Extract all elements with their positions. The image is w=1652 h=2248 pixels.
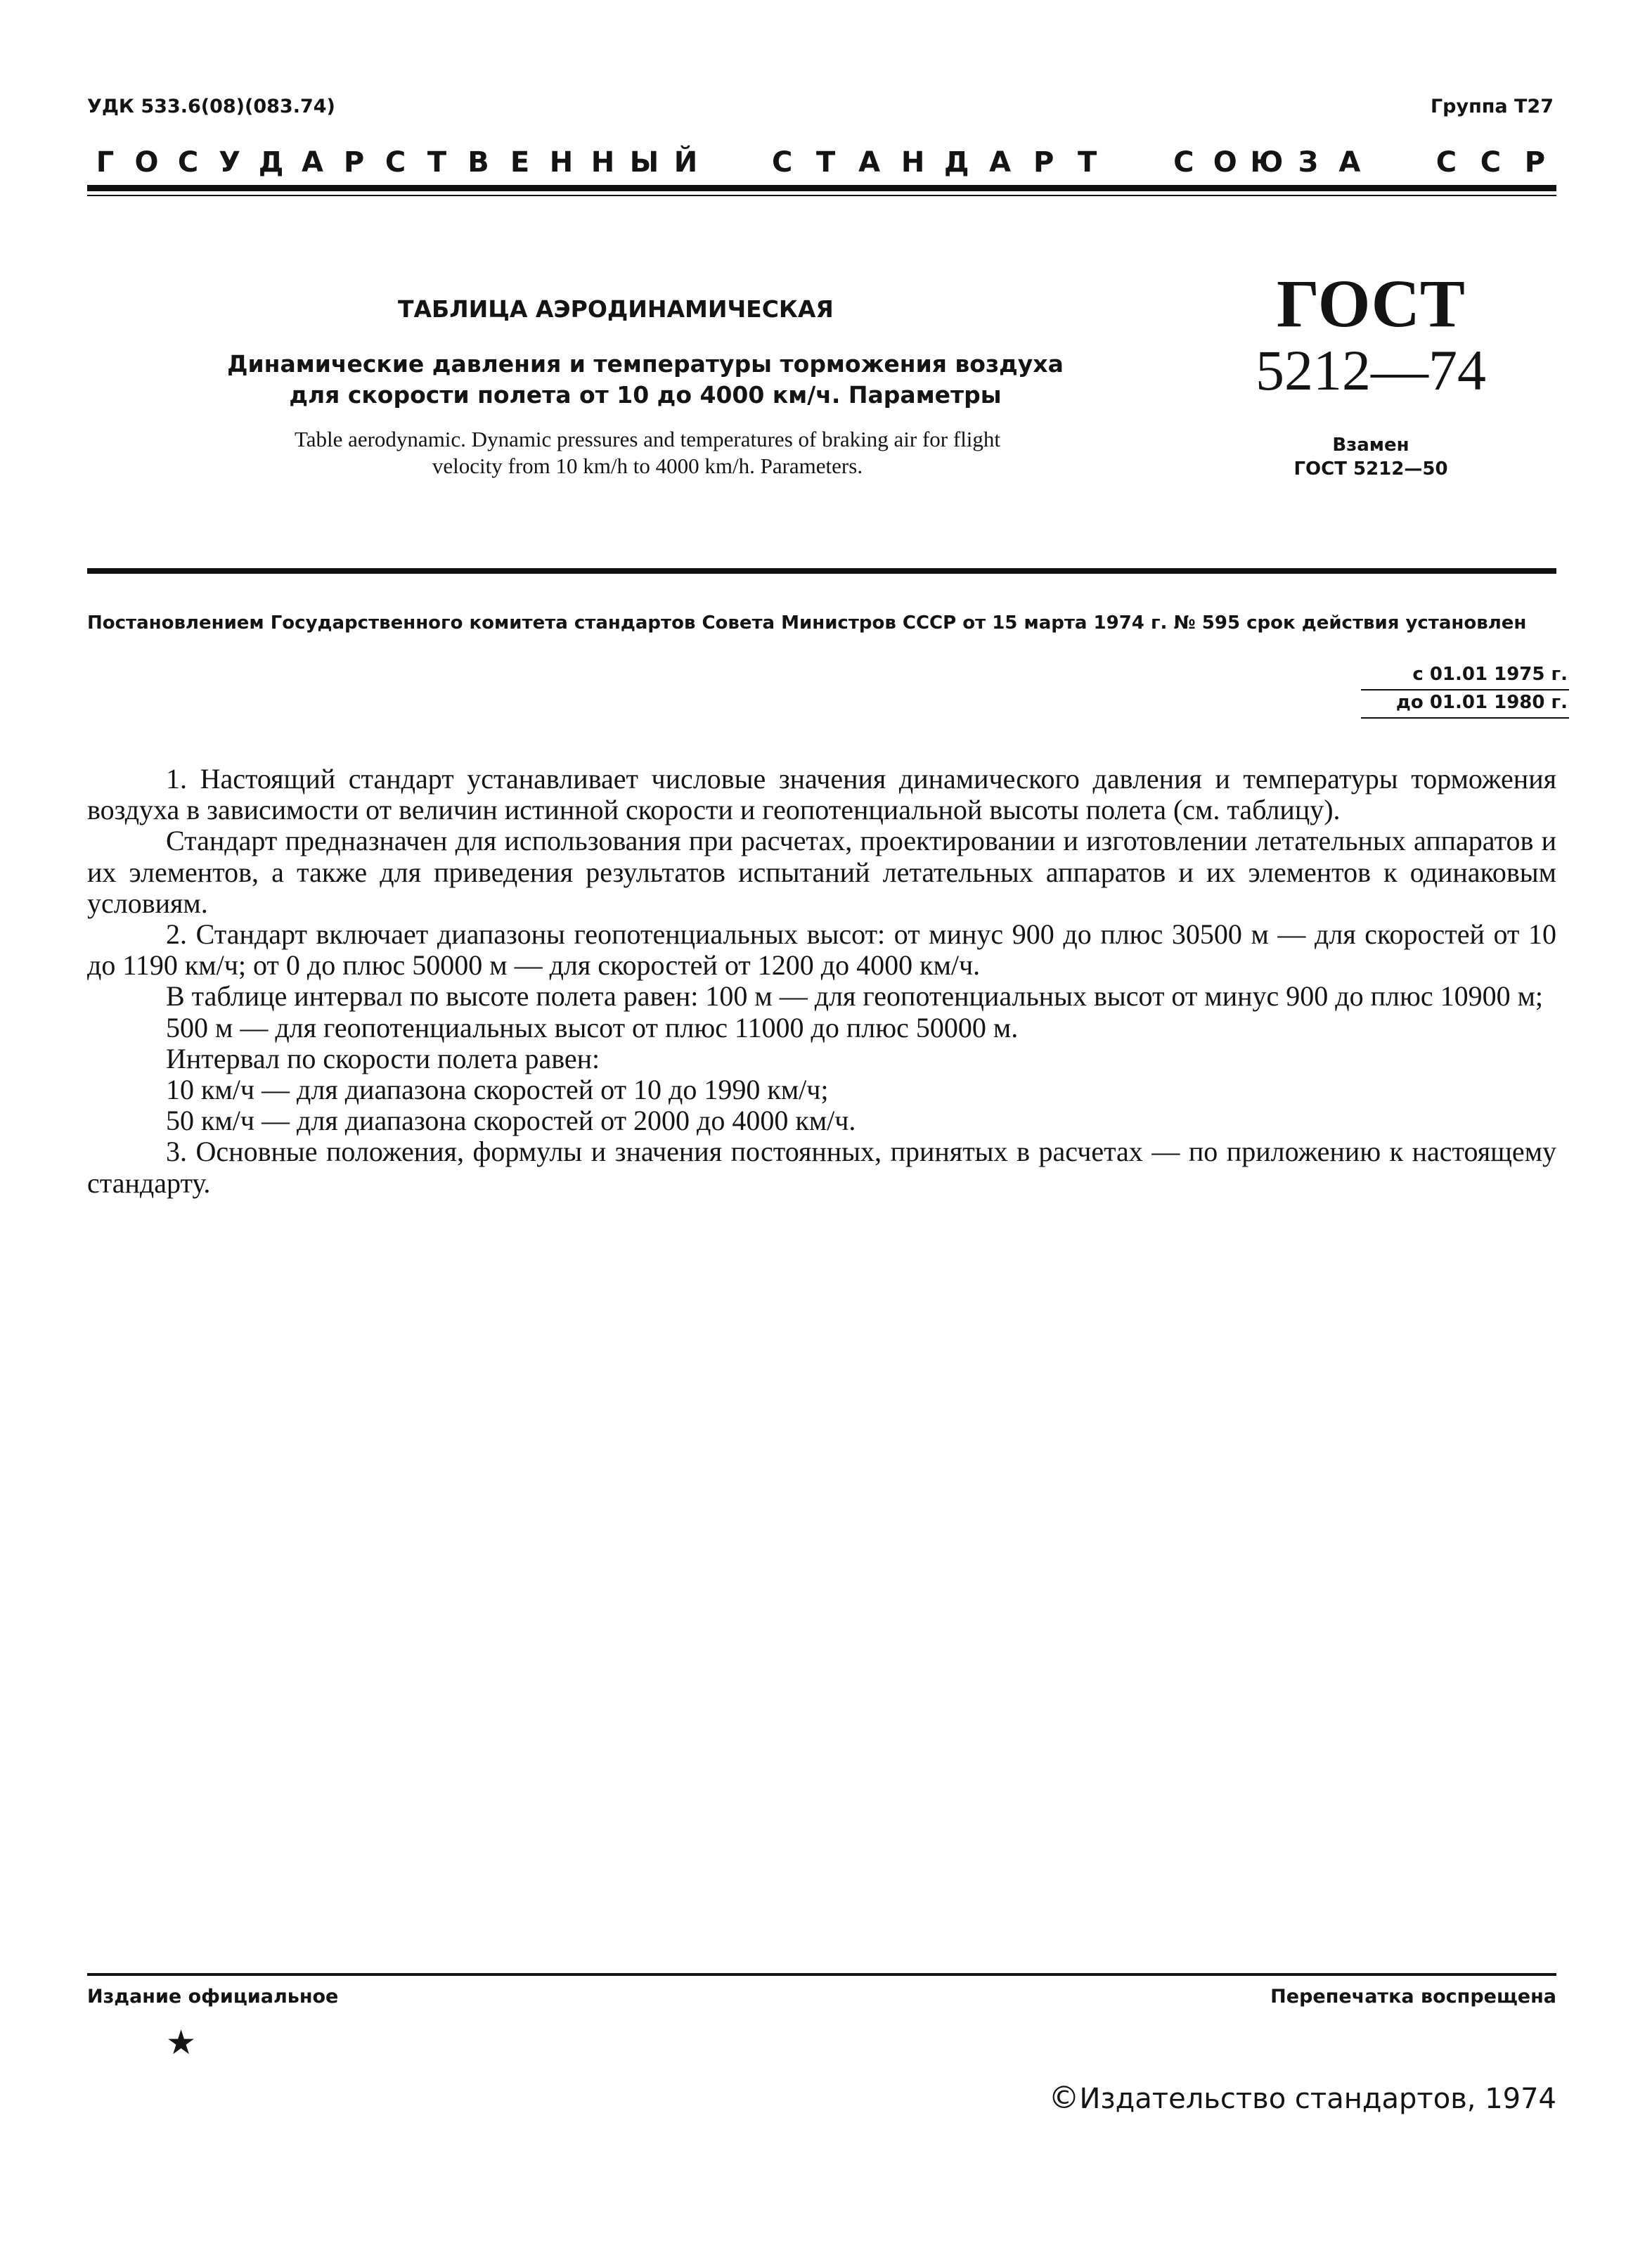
english-title-line-1: Table aerodynamic. Dynamic pressures and temperatures of braking air for flight [294,427,1001,451]
footer-rule [87,1973,1556,1976]
replaces-label: Взамен [1332,435,1409,456]
english-title-line-2: velocity from 10 km/h to 4000 km/h. Parameters. [432,454,863,478]
document-body [87,764,1556,1199]
copyright-icon: © [1048,2080,1080,2116]
document-subtitle [188,349,1102,411]
official-edition: Издание официальное [87,1986,339,2008]
document-title: ТАБЛИЦА АЭРОДИНАМИЧЕСКАЯ [398,295,834,323]
decree-statement: Постановлением Государственного комитета стандартов Совета Министров СССР от 15 марта 1974 г. № 595 срок действия установлен [87,612,1527,634]
banner-letter: Г [96,146,115,179]
banner-letter: Й [673,146,698,179]
banner-letter: Т [427,146,447,179]
banner-word-standard [761,145,1109,180]
banner-word-state [84,145,706,180]
banner-letter: Д [943,146,969,179]
banner-letter: Н [901,146,925,179]
banner-letter: В [467,146,489,179]
paragraph-3: 3. Основные положения, формулы и значения постоянных, принятых в расчетах — по приложению к настоящему стандарту. [87,1136,1556,1199]
udk-code: УДК 533.6(08)(083.74) [87,96,335,117]
paragraph-altitude-interval: В таблице интервал по высоте полета равен: 100 м — для геопотенциальных высот от минус 900 до плюс 10900 м; [166,980,1544,1013]
banner-letter: А [989,146,1012,179]
banner-letter: Д [258,146,284,179]
banner-letter: А [302,146,323,179]
banner-letter: Ы [629,146,659,179]
date-underline [1361,689,1569,691]
banner-letter: С [1480,146,1502,179]
reprint-prohibited: Перепечатка воспрещена [1270,1986,1556,2008]
banner-letter: Р [1524,146,1546,179]
banner-letter: Т [816,146,836,179]
banner-letter: О [1213,146,1237,179]
effective-to: до 01.01 1980 г. [1395,692,1568,713]
banner-letter: С [1435,146,1457,179]
standard-designation: ГОСТ [1277,266,1465,341]
group-code: Группа Т27 [1430,96,1554,117]
paragraph-speed-interval-2: 50 км/ч — для диапазона скоростей от 2000 до 4000 км/ч. [166,1105,856,1137]
copyright [1048,2080,1556,2116]
banner-letter: С [385,146,406,179]
banner-letter: А [858,146,881,179]
paragraph-altitude-interval-2: 500 м — для геопотенциальных высот от плюс 11000 до плюс 50000 м. [166,1011,1019,1043]
banner-letter: А [1338,146,1361,179]
publisher: Издательство стандартов, 1974 [1079,2083,1556,2115]
paragraph-purpose: Стандарт предназначен для использования при расчетах, проектировании и изготовлении летательных аппаратов и их элементов, а также для приведения результатов испытаний летательных аппаратов и их элементов к одинаковым условиям. [87,825,1556,919]
replaced-standard: ГОСТ 5212—50 [1293,458,1448,480]
banner-letter: У [219,146,240,179]
paragraph-speed-interval-1: 10 км/ч — для диапазона скоростей от 10 до 1990 км/ч; [166,1074,829,1106]
banner-letter: Н [549,146,574,179]
paragraph-1: 1. Настоящий стандарт устанавливает числовые значения динамического давления и температуры торможения воздуха в зависимости от величин истинной скорости и геопотенциальной высоты полета (см. таблицу). [87,763,1556,826]
banner-word-ssr [1424,145,1557,180]
banner-letter: Н [591,146,615,179]
banner-letter: С [177,146,199,179]
banner-letter: Р [1033,146,1054,179]
banner-letter: Ю [1250,146,1284,179]
title-rule [87,568,1556,574]
subtitle-line-2: для скорости полета от 10 до 4000 км/ч. Параметры [289,381,1002,409]
banner-letter: З [1298,146,1319,179]
banner-letter: С [771,146,793,179]
banner-letter: Р [343,146,365,179]
banner-letter: О [134,146,159,179]
banner-word-union [1163,145,1370,180]
header-rule [87,185,1556,191]
paragraph-2: 2. Стандарт включает диапазоны геопотенциальных высот: от минус 900 до плюс 30500 м — для скоростей от 10 до 1190 км/ч; от 0 до плюс 50000 м — для скоростей от 1200 до 4000 км/ч. [87,918,1556,982]
banner-letter: С [1173,146,1194,179]
date-underline [1361,717,1569,719]
state-standard-banner [84,145,1557,180]
english-title [157,426,1137,480]
subtitle-line-1: Динамические давления и температуры торможения воздуха [227,350,1064,378]
star-icon: ★ [166,2023,197,2062]
banner-letter: Е [510,146,530,179]
standard-number: 5212—74 [1256,338,1486,402]
header-rule-thin [87,195,1556,196]
effective-from: с 01.01 1975 г. [1412,664,1568,685]
paragraph-speed-interval: Интервал по скорости полета равен: [166,1042,600,1074]
banner-letter: Т [1078,146,1097,179]
